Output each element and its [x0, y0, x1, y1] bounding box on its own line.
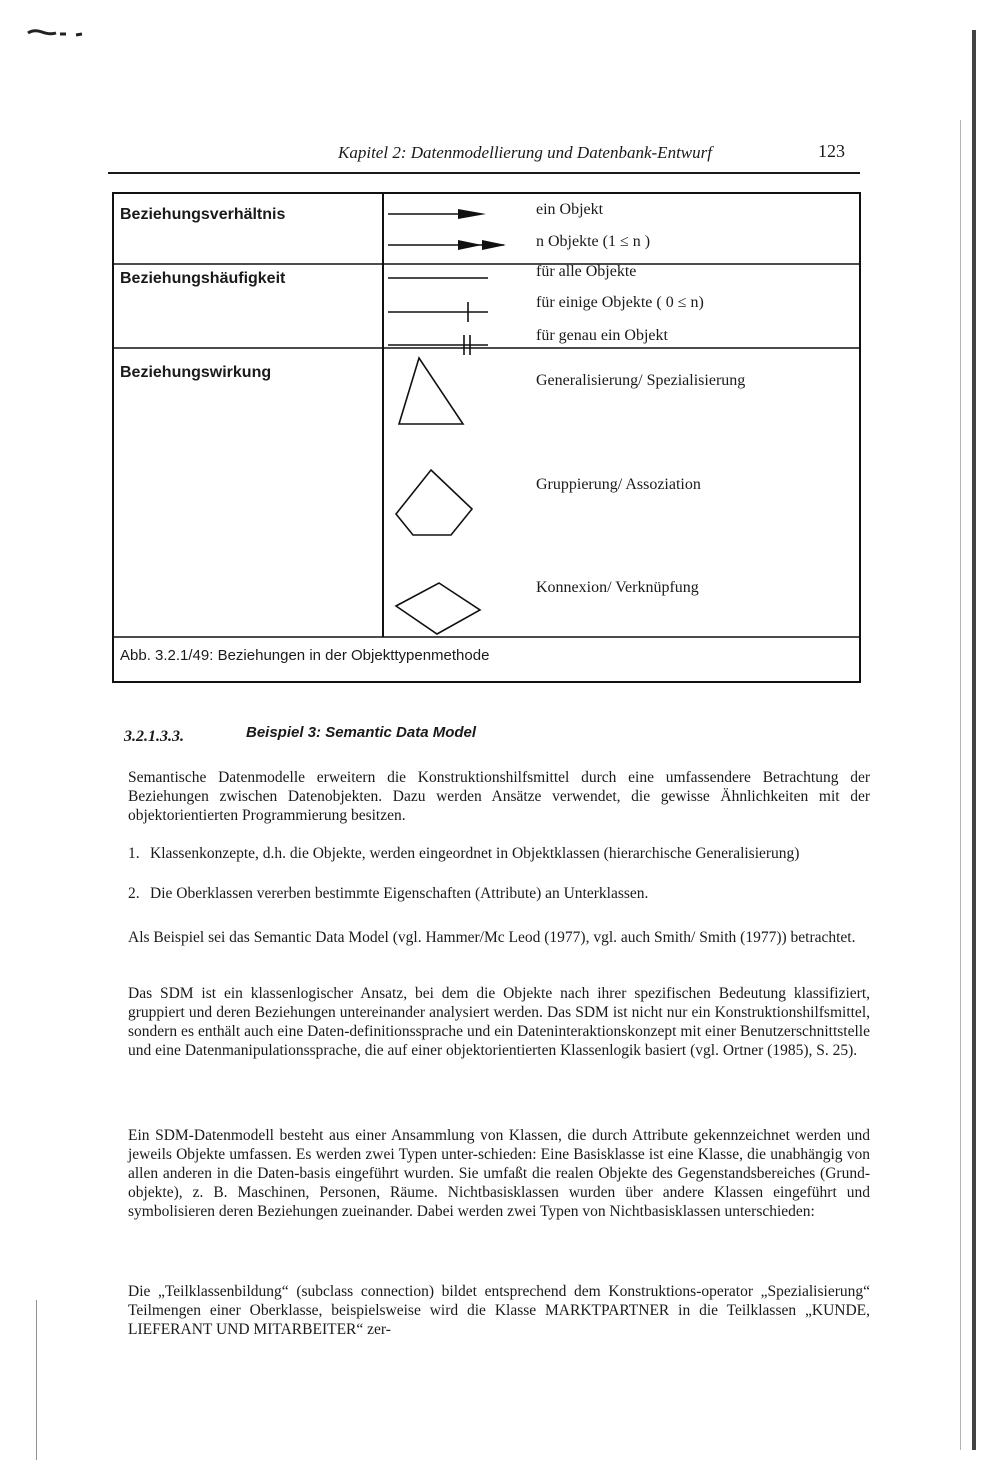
list-item-number: 1. — [128, 845, 140, 862]
header-rule — [108, 172, 860, 174]
figure-table-lines — [112, 192, 862, 684]
double-arrow-icon — [388, 240, 506, 250]
symbol-text-ein-objekt: ein Objekt — [536, 201, 604, 218]
paragraph-subclass: Die „Teilklassenbildung“ (subclass connection) bildet entsprechend dem Konstruktions-operator „Spezialisierung“ Teilmengen einer Oberklasse, beispielsweise wird die Klasse MARKTPARTNER in die Teilklassen „KUNDE, LIEFERANT UND MITARBEITER“ zer- — [128, 1283, 870, 1338]
scan-edge-line — [972, 30, 976, 1450]
row-label-beziehungsverhaeltnis: Beziehungsverhältnis — [120, 206, 286, 223]
list-item-text: Klassenkonzepte, d.h. die Objekte, werden eingeordnet in Objektklassen (hierarchische Generalisierung) — [150, 845, 800, 862]
symbol-text-fuer-einige-objekte: für einige Objekte ( 0 ≤ n) — [536, 294, 704, 311]
symbol-text-generalisierung: Generalisierung/ Spezialisierung — [536, 372, 746, 389]
page-number: 123 — [818, 141, 845, 161]
triangle-icon — [399, 358, 463, 424]
section-title: Beispiel 3: Semantic Data Model — [246, 724, 477, 741]
symbol-text-n-objekte: n Objekte (1 ≤ n ) — [536, 233, 651, 250]
scan-edge-line — [36, 1300, 37, 1460]
paragraph-intro: Semantische Datenmodelle erweitern die Konstruktionshilfsmittel durch eine umfassendere Betrachtung der Beziehungen zwischen Datenobjekten. Dazu werden Ansätze verwendet, die gewisse Ähnlichkeiten mit der objektorientierten Programmierung besitzen. — [128, 769, 870, 824]
line-double-bar-icon — [388, 335, 488, 355]
scan-edge-line — [960, 120, 961, 1450]
section-number: 3.2.1.3.3. — [124, 728, 184, 745]
figure-caption: Abb. 3.2.1/49: Beziehungen in der Objekttypenmethode — [120, 647, 490, 664]
running-header-title: Kapitel 2: Datenmodellierung und Datenbank-Entwurf — [338, 143, 712, 162]
symbol-text-gruppierung: Gruppierung/ Assoziation — [536, 476, 701, 493]
list-item-text: Die Oberklassen vererben bestimmte Eigenschaften (Attribute) an Unterklassen. — [150, 885, 649, 902]
line-single-bar-icon — [388, 302, 488, 322]
paragraph-example: Als Beispiel sei das Semantic Data Model (vgl. Hammer/Mc Leod (1977), vgl. auch Smith/ Smith (1977)) betrachtet. — [128, 929, 856, 946]
pentagon-icon — [396, 470, 472, 535]
diamond-icon — [396, 583, 480, 634]
list-item-number: 2. — [128, 885, 140, 902]
symbol-text-fuer-alle-objekte: für alle Objekte — [536, 263, 637, 280]
scan-smudge-icon — [26, 28, 86, 38]
paragraph-model: Ein SDM-Datenmodell besteht aus einer Ansammlung von Klassen, die durch Attribute gekennzeichnet werden und jeweils Objekte umfassen. Es werden zwei Typen unter-schieden: Eine Basisklasse ist eine Klasse, die unabhängig von allen anderen in die Daten-basis eingeführt wurden. Sie umfaßt die realen Objekte des Gegenstandsbereiches (Grund-objekte), z. B. Maschinen, Personen, Räume. Nichtbasisklassen wurden über andere Klassen eingeführt und symbolisieren deren Beziehungen zueinander. Dabei werden zwei Typen von Nichtbasisklassen unterschieden: — [128, 1127, 870, 1220]
row-label-beziehungshaeufigkeit: Beziehungshäufigkeit — [120, 270, 286, 287]
figure-table — [112, 192, 862, 684]
paragraph-sdm: Das SDM ist ein klassenlogischer Ansatz, bei dem die Objekte nach ihrer spezifischen Bedeutung klassifiziert, gruppiert und deren Beziehungen untereinander analysiert werden. Das SDM ist nicht nur ein Konstruktionshilfsmittel, sondern es enthält auch eine Daten-definitionssprache und ein Dateninteraktionskonzept mit einer Benutzerschnittstelle und eine Datenmanipulationssprache, die auf einer objektorientierten Klassenlogik basiert (vgl. Ortner (1985), S. 25). — [128, 985, 870, 1059]
symbol-text-fuer-genau-ein-objekt: für genau ein Objekt — [536, 327, 668, 344]
single-arrow-icon — [388, 209, 486, 219]
symbol-text-konnexion: Konnexion/ Verknüpfung — [536, 579, 699, 596]
row-label-beziehungswirkung: Beziehungswirkung — [120, 364, 272, 381]
